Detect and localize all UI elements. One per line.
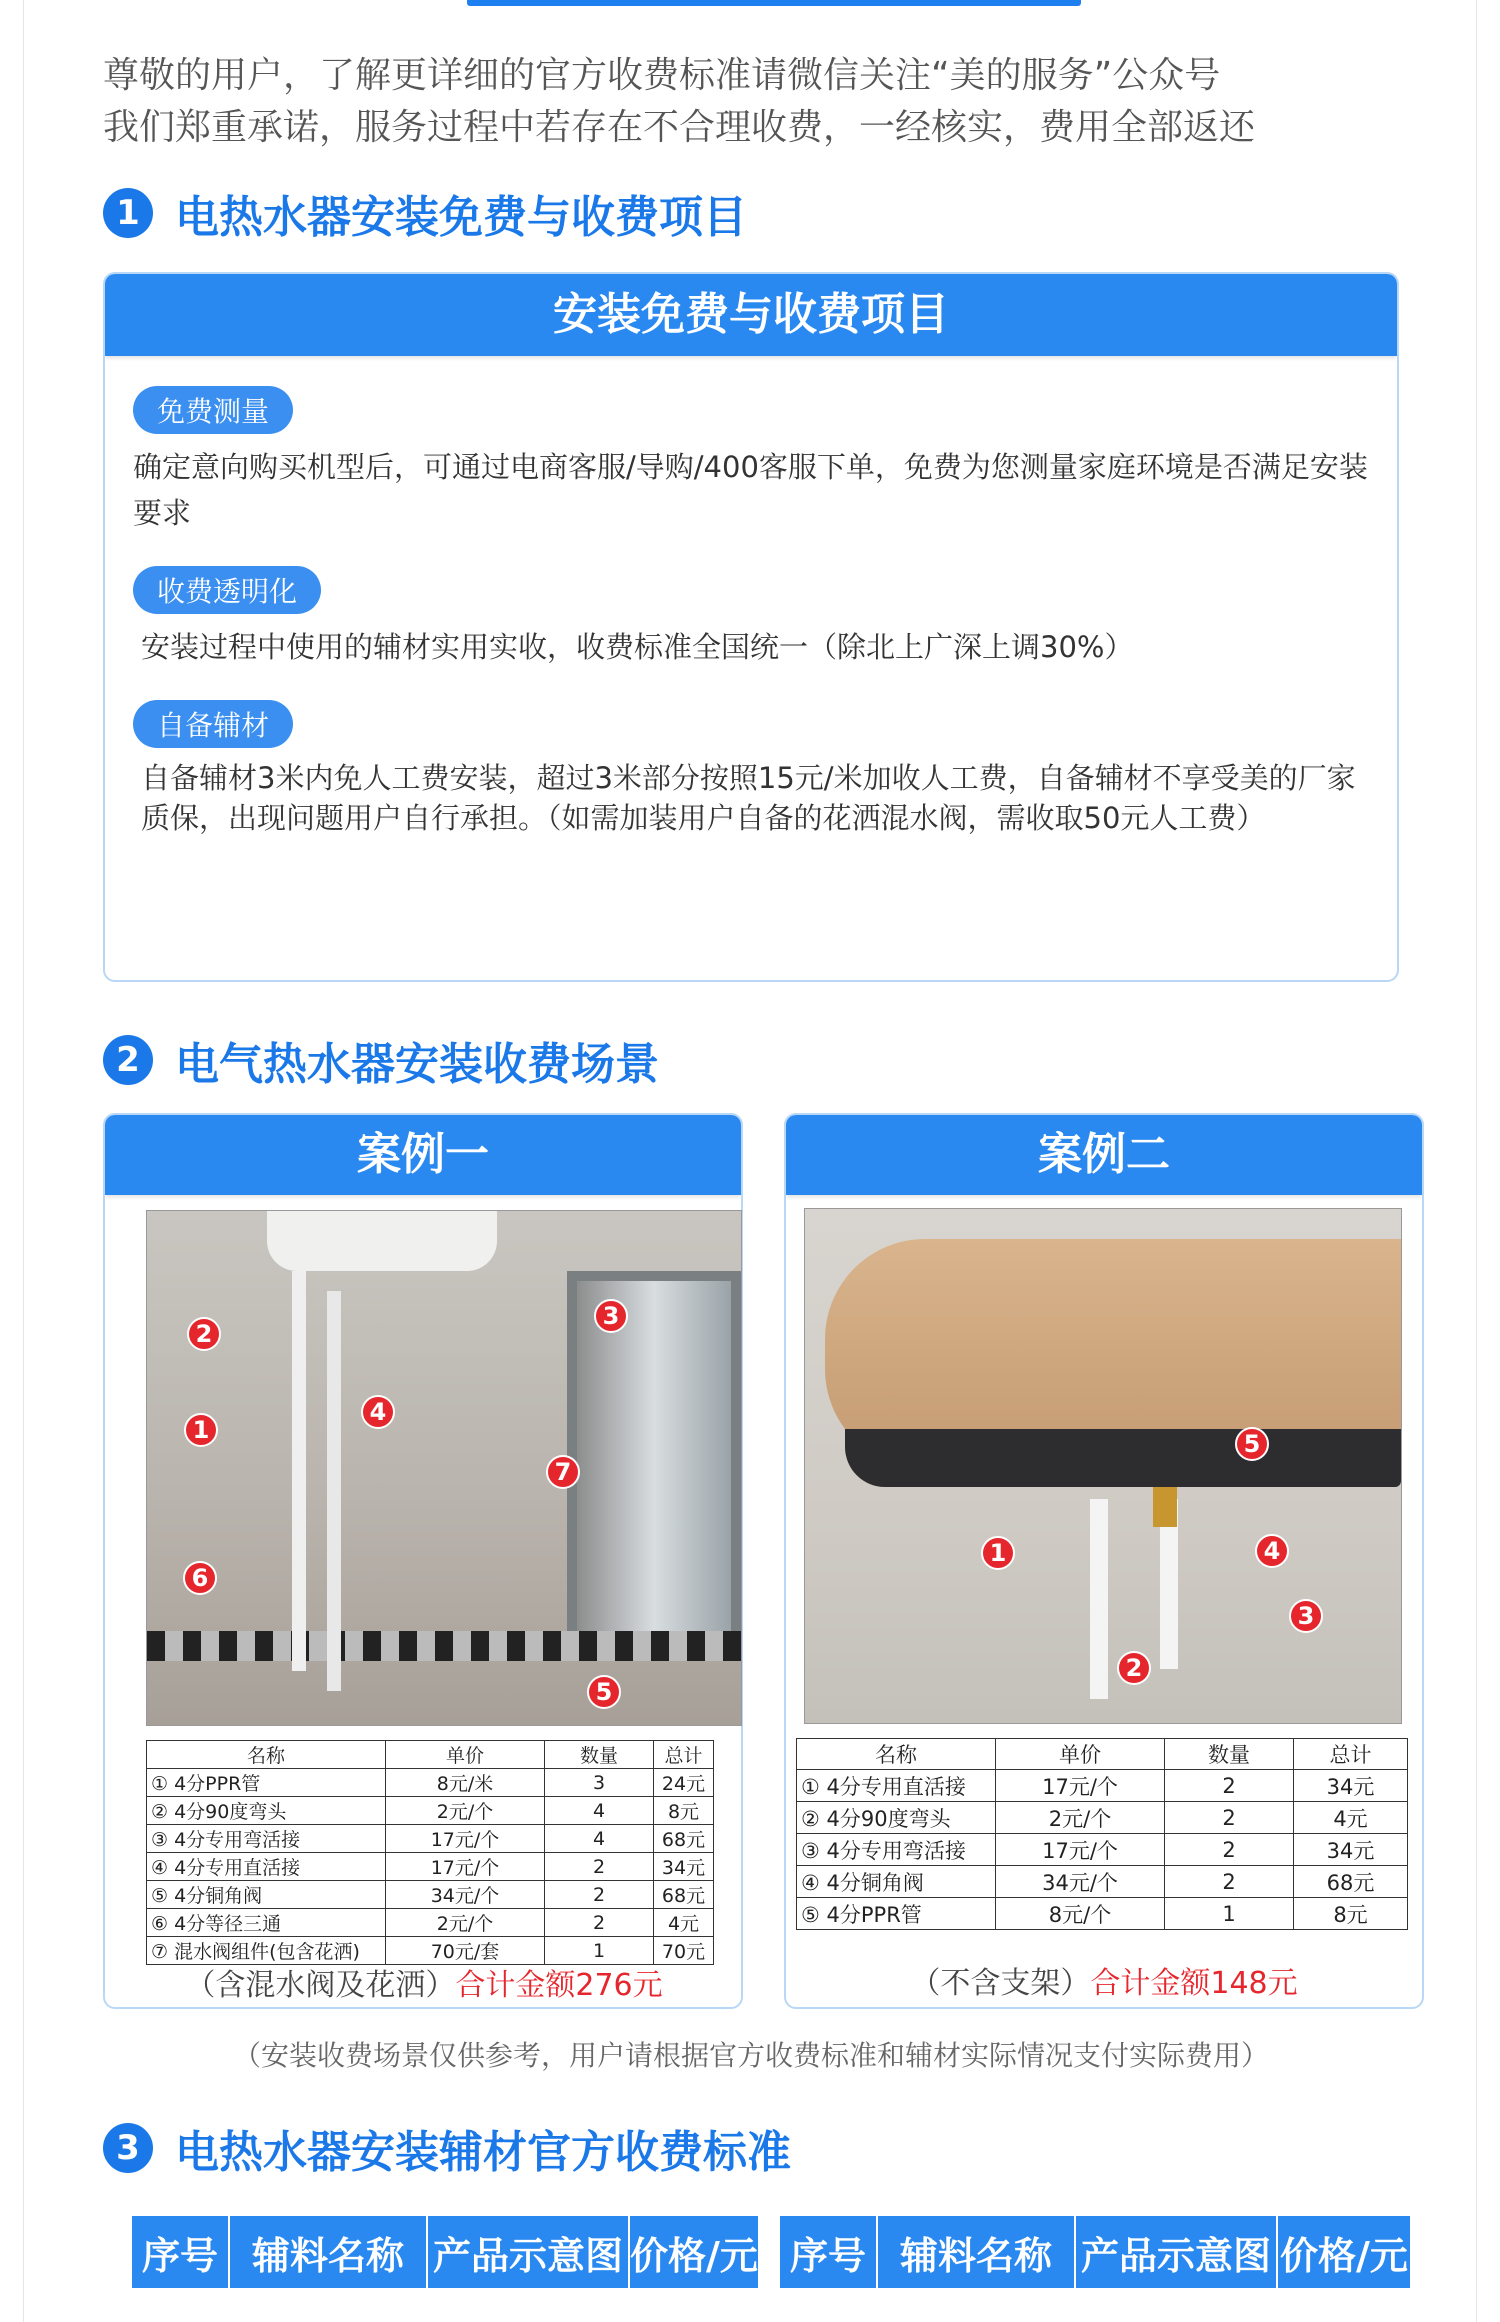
cell: 34元/个 — [996, 1866, 1165, 1898]
cell: 17元/个 — [996, 1770, 1165, 1802]
cell: 70元/套 — [386, 1937, 545, 1965]
marker-7: 7 — [546, 1455, 580, 1489]
section-3-heading — [103, 2118, 791, 2178]
section-title: 电热水器安装免费与收费项目 — [175, 192, 747, 243]
pipe-image — [1090, 1499, 1108, 1699]
cell: 70元 — [654, 1937, 714, 1965]
total-prefix: （含混水阀及花洒） — [185, 1968, 456, 2003]
cell: 34元 — [1294, 1770, 1408, 1802]
page — [23, 0, 1477, 2322]
cell: 68元 — [654, 1881, 714, 1909]
cell: ⑤ 4分铜角阀 — [147, 1881, 386, 1909]
column-header: 数量 — [545, 1741, 654, 1769]
cell: 8元 — [1294, 1898, 1408, 1930]
item-body: 自备辅材3米内免人工费安装，超过3米部分按照15元/米加收人工费，自备辅材不享受美的厂家质保，出现问题用户自行承担。（如需加装用户自备的花洒混水阀，需收取50元人工费） — [141, 761, 1356, 835]
top-accent-bar — [467, 0, 1081, 6]
column-header: 价格/元 — [1278, 2216, 1412, 2288]
cell: 2 — [1165, 1770, 1294, 1802]
table-header-row — [797, 1739, 1408, 1770]
intro-text — [103, 50, 1403, 154]
table-row — [147, 1909, 714, 1937]
section-title: 电热水器安装辅材官方收费标准 — [175, 2127, 791, 2178]
cell: ④ 4分专用直活接 — [147, 1853, 386, 1881]
heater-panel-image — [845, 1429, 1401, 1487]
item-body: 安装过程中使用的辅材实用实收，收费标准全国统一（除北上广深上调30%） — [141, 630, 1134, 664]
item-tag: 自备辅材 — [133, 700, 293, 748]
cell: 68元 — [654, 1825, 714, 1853]
table-row — [797, 1898, 1408, 1930]
fee-table-header-left — [132, 2216, 760, 2288]
marker-1: 1 — [184, 1413, 218, 1447]
table-row — [147, 1853, 714, 1881]
cell: 4元 — [654, 1909, 714, 1937]
table-row — [147, 1881, 714, 1909]
column-header: 产品示意图 — [1076, 2216, 1278, 2288]
cell: 2元/个 — [386, 1909, 545, 1937]
cell: 8元/个 — [996, 1898, 1165, 1930]
cell: 2 — [1165, 1802, 1294, 1834]
column-header: 价格/元 — [630, 2216, 760, 2288]
cell: 2 — [545, 1909, 654, 1937]
table-row — [797, 1834, 1408, 1866]
cell: 2 — [1165, 1866, 1294, 1898]
cell: 1 — [545, 1937, 654, 1965]
install-item — [133, 700, 1369, 838]
total-amount: 合计金额148元 — [1090, 1966, 1298, 2001]
cell: 2 — [1165, 1834, 1294, 1866]
cell: 8元 — [654, 1797, 714, 1825]
column-header: 辅料名称 — [878, 2216, 1076, 2288]
table-row — [797, 1802, 1408, 1834]
marker-3: 3 — [1289, 1599, 1323, 1633]
cell: ⑤ 4分PPR管 — [797, 1898, 996, 1930]
cell: ⑦ 混水阀组件(包含花洒) — [147, 1937, 386, 1965]
fee-table-header-right — [780, 2216, 1412, 2288]
cell: ② 4分90度弯头 — [147, 1797, 386, 1825]
section-2-heading — [103, 1030, 659, 1090]
cell: ② 4分90度弯头 — [797, 1802, 996, 1834]
cell: 3 — [545, 1769, 654, 1797]
cell: 4 — [545, 1797, 654, 1825]
table-row — [147, 1797, 714, 1825]
cell: 4 — [545, 1825, 654, 1853]
cell: 24元 — [654, 1769, 714, 1797]
case-title: 案例一 — [105, 1115, 741, 1195]
cell: ③ 4分专用弯活接 — [147, 1825, 386, 1853]
cell: 17元/个 — [386, 1825, 545, 1853]
column-header: 数量 — [1165, 1739, 1294, 1770]
case-1-cost-table — [146, 1740, 714, 1965]
heater-image — [267, 1211, 497, 1271]
column-header: 总计 — [654, 1741, 714, 1769]
marker-2: 2 — [187, 1317, 221, 1351]
table-row — [797, 1866, 1408, 1898]
section-number-badge: 2 — [103, 1035, 153, 1085]
panel-title: 安装免费与收费项目 — [105, 274, 1397, 356]
cell: 1 — [1165, 1898, 1294, 1930]
marker-5: 5 — [1235, 1427, 1269, 1461]
column-header: 辅料名称 — [230, 2216, 428, 2288]
marker-4: 4 — [1255, 1534, 1289, 1568]
column-header: 单价 — [386, 1741, 545, 1769]
cell: 2元/个 — [996, 1802, 1165, 1834]
cell: ④ 4分铜角阀 — [797, 1866, 996, 1898]
case-1-photo — [146, 1210, 742, 1726]
marker-6: 6 — [183, 1561, 217, 1595]
marker-2: 2 — [1117, 1651, 1151, 1685]
column-header: 总计 — [1294, 1739, 1408, 1770]
column-header: 单价 — [996, 1739, 1165, 1770]
cell: ③ 4分专用弯活接 — [797, 1834, 996, 1866]
cell: 8元/米 — [386, 1769, 545, 1797]
column-header: 产品示意图 — [428, 2216, 630, 2288]
cell: 17元/个 — [996, 1834, 1165, 1866]
item-tag: 收费透明化 — [133, 566, 321, 614]
window-image — [567, 1271, 741, 1651]
column-header: 序号 — [132, 2216, 230, 2288]
section-title: 电气热水器安装收费场景 — [175, 1039, 659, 1090]
pipe-image — [292, 1271, 306, 1671]
section-number-badge: 1 — [103, 188, 153, 238]
section-number-badge: 3 — [103, 2123, 153, 2173]
install-item — [133, 566, 1369, 670]
marker-5: 5 — [587, 1675, 621, 1709]
column-header: 名称 — [147, 1741, 386, 1769]
install-item — [133, 386, 1369, 536]
marker-3: 3 — [594, 1299, 628, 1333]
table-row — [797, 1770, 1408, 1802]
tile-border-image — [147, 1631, 741, 1661]
table-row — [147, 1825, 714, 1853]
section-1-heading — [103, 183, 747, 243]
case-2-cost-table — [796, 1738, 1408, 1930]
cell: 34元 — [654, 1853, 714, 1881]
total-amount: 合计金额276元 — [455, 1968, 663, 2003]
cell: 2 — [545, 1853, 654, 1881]
case-2-total — [804, 1958, 1404, 2002]
cell: 4元 — [1294, 1802, 1408, 1834]
table-header-row — [147, 1741, 714, 1769]
reference-note: （安装收费场景仅供参考，用户请根据官方收费标准和辅材实际情况支付实际费用） — [232, 2039, 1269, 2072]
cell: ① 4分专用直活接 — [797, 1770, 996, 1802]
cell: 68元 — [1294, 1866, 1408, 1898]
cell: 17元/个 — [386, 1853, 545, 1881]
install-items-panel — [103, 272, 1399, 982]
item-body: 确定意向购买机型后，可通过电商客服/导购/400客服下单，免费为您测量家庭环境是否满足安装要求 — [133, 450, 1368, 530]
valve-image — [1153, 1487, 1177, 1527]
marker-1: 1 — [981, 1536, 1015, 1570]
cell: ⑥ 4分等径三通 — [147, 1909, 386, 1937]
cell: 2 — [545, 1881, 654, 1909]
column-header: 名称 — [797, 1739, 996, 1770]
column-header: 序号 — [780, 2216, 878, 2288]
cell: 34元 — [1294, 1834, 1408, 1866]
case-title: 案例二 — [786, 1115, 1422, 1195]
intro-line-2: 我们郑重承诺，服务过程中若存在不合理收费，一经核实，费用全部返还 — [103, 107, 1256, 148]
table-row — [147, 1769, 714, 1797]
cell: 2元/个 — [386, 1797, 545, 1825]
install-items-list — [105, 356, 1397, 838]
intro-line-1: 尊敬的用户，了解更详细的官方收费标准请微信关注“美的服务”公众号 — [103, 55, 1221, 96]
item-tag: 免费测量 — [133, 386, 293, 434]
total-prefix: （不含支架） — [910, 1966, 1091, 2001]
cell: 34元/个 — [386, 1881, 545, 1909]
cell: ① 4分PPR管 — [147, 1769, 386, 1797]
pipe-image — [327, 1291, 341, 1691]
marker-4: 4 — [361, 1395, 395, 1429]
case-2-photo — [804, 1208, 1402, 1724]
case-1-total — [124, 1960, 724, 2004]
